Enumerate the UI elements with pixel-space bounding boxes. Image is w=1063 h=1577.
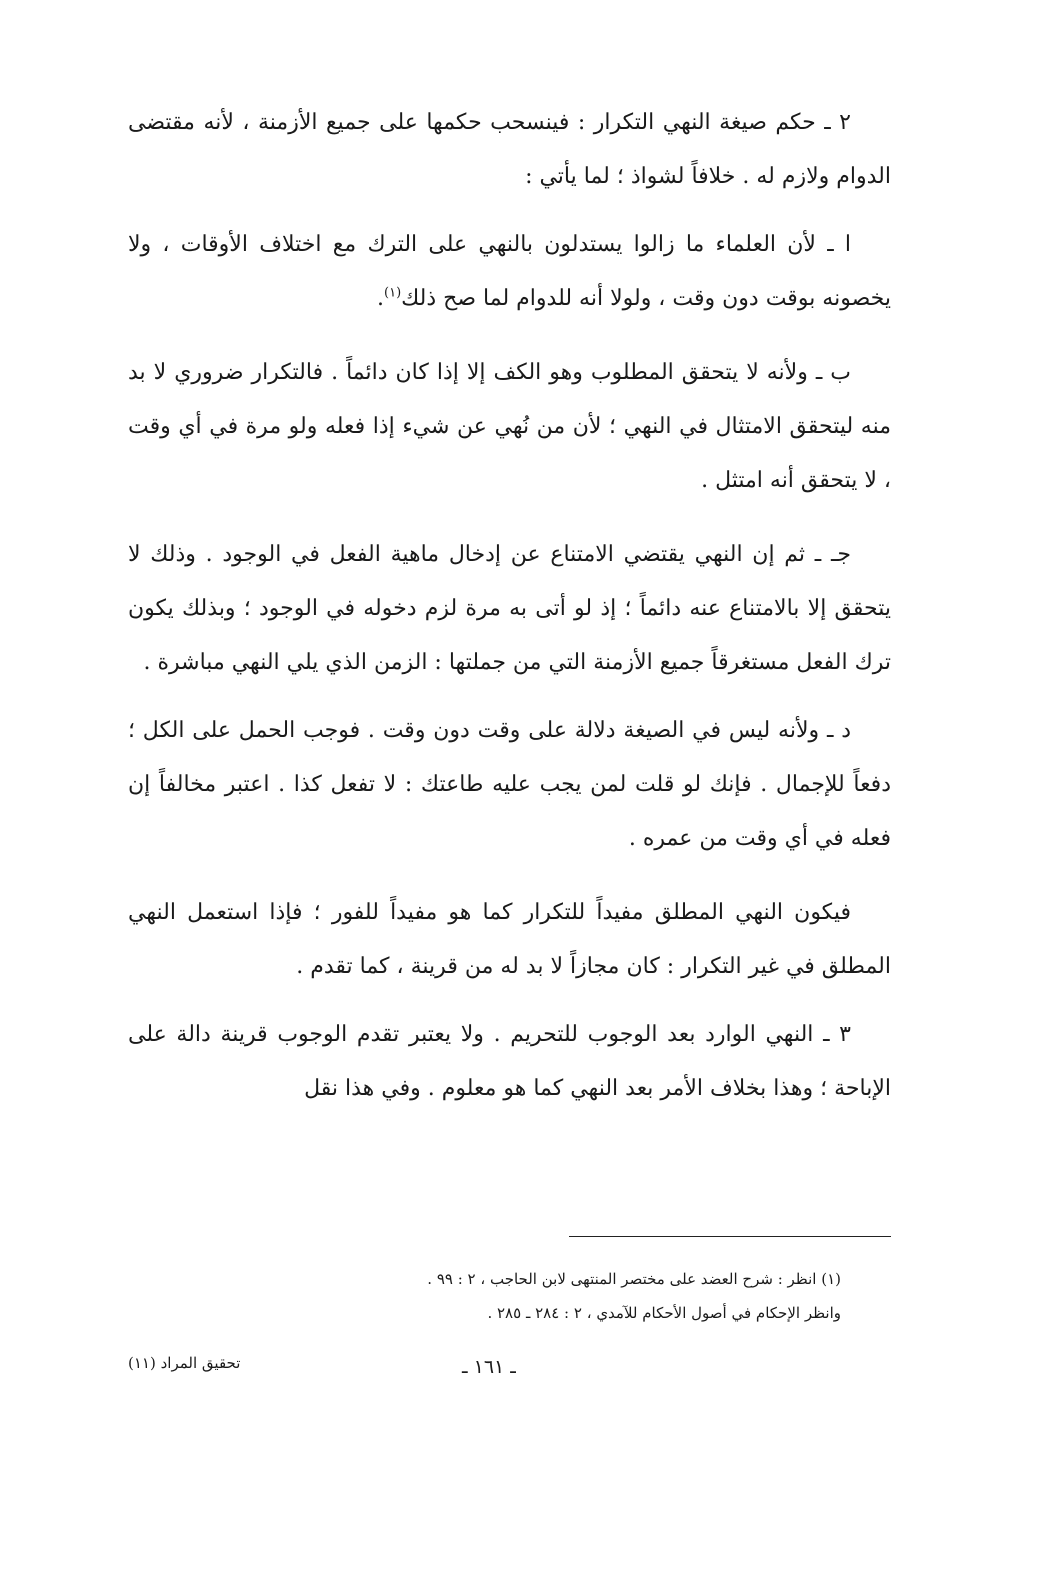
footnote-separator: [569, 1236, 891, 1237]
paragraph-reason-a-tail: .: [377, 286, 384, 311]
paragraph-rule-2: ٢ ـ حكم صيغة النهي التكرار : فينسحب حكمها على جميع الأزمنة ، لأنه مقتضى الدوام ولازم له . خلافاً لشواذ ؛ لما يأتي :: [128, 110, 891, 189]
paragraph-reason-b: ب ـ ولأنه لا يتحقق المطلوب وهو الكف إلا إذا كان دائماً . فالتكرار ضروري لا بد منه ليتحقق الامتثال في النهي ؛ لأن من نُهي عن شيء إذا فعله ولو مرة في أي وقت ، لا يتحقق أنه امتثل .: [128, 360, 891, 493]
footnote-1: (١) انظر : شرح العضد على مختصر المنتهى لابن الحاجب ، ٢ : ٩٩ .: [427, 1270, 841, 1288]
paragraph-reason-c: جـ ـ ثم إن النهي يقتضي الامتناع عن إدخال ماهية الفعل في الوجود . وذلك لا يتحقق إلا بالامتناع عنه دائماً ؛ إذ لو أتى به مرة لزم دخوله في الوجود ؛ وبذلك يكون ترك الفعل مستغرقاً جميع الأزمنة التي من جملتها : الزمن الذي يلي النهي مباشرة .: [128, 542, 891, 675]
footnote-1-continuation: وانظر الإحكام في أصول الأحكام للآمدي ، ٢ : ٢٨٤ ـ ٢٨٥ .: [487, 1304, 841, 1322]
paragraph-reason-d: د ـ ولأنه ليس في الصيغة دلالة على وقت دون وقت . فوجب الحمل على الكل ؛ دفعاً للإجمال . فإنك لو قلت لمن يجب عليه طاعتك : لا تفعل كذا . اعتبر مخالفاً إن فعله في أي وقت من عمره .: [128, 718, 891, 851]
main-text: [128, 96, 891, 1116]
page-number: ـ ١٦١ ـ: [462, 1356, 516, 1378]
footnote-reference[interactable]: (١): [384, 285, 402, 301]
paragraph-reason-a: [128, 218, 891, 326]
paragraph-reason-a-text: ا ـ لأن العلماء ما زالوا يستدلون بالنهي على الترك مع اختلاف الأوقات ، ولا يخصونه بوقت دون وقت ، ولولا أنه للدوام لما صح ذلك: [128, 232, 891, 311]
book-title-signature: تحقيق المراد (١١): [128, 1354, 241, 1372]
page-footer: [128, 1348, 891, 1388]
paragraph-rule-3: ٣ ـ النهي الوارد بعد الوجوب للتحريم . ولا يعتبر تقدم الوجوب قرينة دالة على الإباحة ؛ وهذا بخلاف الأمر بعد النهي كما هو معلوم . وفي هذا نقل: [128, 1022, 891, 1101]
paragraph-conclusion: فيكون النهي المطلق مفيداً للتكرار كما هو مفيداً للفور ؛ فإذا استعمل النهي المطلق في غير التكرار : كان مجازاً لا بد له من قرينة ، كما تقدم .: [128, 900, 891, 979]
footnotes-section: [128, 1262, 841, 1330]
